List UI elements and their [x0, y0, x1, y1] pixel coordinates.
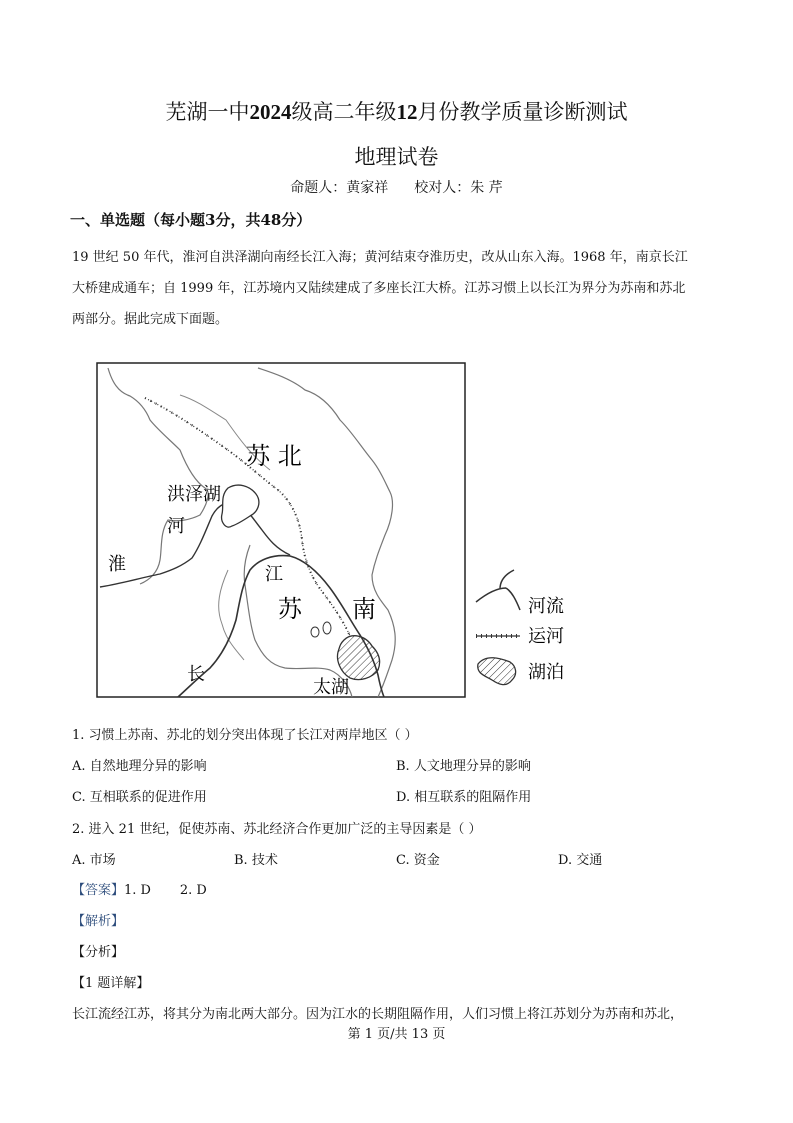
label-he: 河	[167, 516, 185, 537]
question-1-option-a: A. 自然地理分异的影响	[72, 759, 207, 774]
detail-text: 长江流经江苏，将其分为南北两大部分。因为江水的长期阻隔作用，人们习惯上将江苏划分为苏南和苏北，	[72, 1007, 684, 1022]
question-1-stem: 1. 习惯上苏南、苏北的划分突出体现了长江对两岸地区（ ）	[72, 728, 418, 743]
small-lake	[311, 627, 319, 637]
question-1-option-d: D. 相互联系的阻隔作用	[396, 790, 532, 805]
intro-line: 大桥建成通车；自 1999 年，江苏境内又陆续建成了多座长江大桥。江苏习惯上以长江为界分为苏南和苏北	[72, 281, 686, 296]
intro-line: 19 世纪 50 年代，淮河自洪泽湖向南经长江入海；黄河结束夺淮历史，改从山东入海。1968 年，南京长江	[72, 250, 688, 265]
checker-text: 校对人：朱 芹	[414, 180, 503, 196]
title-month: 12	[396, 100, 418, 124]
page-footer: 第 1 页/共 13 页	[347, 1027, 446, 1042]
legend-canal-label: 运河	[528, 626, 564, 647]
question-2-option-c: C. 资金	[396, 853, 440, 868]
answer-text: 1. D 2. D	[124, 883, 207, 898]
legend-river-icon	[476, 570, 520, 610]
label-sunan-su: 苏	[278, 595, 302, 623]
map-frame	[97, 363, 465, 697]
detail-tag: 【1 题详解】	[72, 976, 150, 991]
small-lake	[323, 622, 331, 634]
setter-text: 命题人：黄家祥	[290, 180, 389, 196]
fenxi-tag: 【分析】	[72, 945, 125, 960]
page-subtitle: 地理试卷	[354, 145, 439, 169]
analysis-tag: 【解析】	[72, 914, 125, 929]
label-sunan-nan: 南	[352, 595, 376, 623]
title-grade: 级高二年级	[291, 100, 397, 124]
label-hongzehu: 洪泽湖	[167, 484, 221, 505]
question-2-option-b: B. 技术	[234, 853, 278, 868]
title-exam: 月份教学质量诊断测试	[417, 100, 628, 124]
tai-lake	[338, 636, 380, 680]
huai-river	[100, 503, 290, 587]
section-title: 一、单选题（每小题3分，共48分）	[70, 211, 312, 229]
title-year: 2024	[249, 100, 292, 124]
label-chang: 长	[187, 664, 205, 685]
title-school: 芜湖一中	[165, 100, 250, 124]
question-2-option-d: D. 交通	[558, 853, 603, 868]
label-subei: 苏 北	[246, 442, 302, 470]
label-huai: 淮	[108, 554, 126, 575]
question-1-option-b: B. 人文地理分异的影响	[396, 759, 531, 774]
legend-river-label: 河流	[528, 596, 564, 617]
hongze-lake	[222, 485, 259, 527]
legend-lake-icon	[478, 658, 516, 685]
answer-line	[72, 879, 207, 898]
question-2-stem: 2. 进入 21 世纪，促使苏南、苏北经济合作更加广泛的主导因素是（ ）	[72, 822, 482, 837]
answer-tag: 【答案】	[72, 883, 125, 898]
question-1-option-c: C. 互相联系的促进作用	[72, 790, 207, 805]
label-taihu: 太湖	[313, 677, 349, 698]
legend-lake-label: 湖泊	[528, 662, 564, 683]
label-jiang: 江	[265, 564, 283, 585]
inner-boundary	[180, 395, 270, 660]
question-2-option-a: A. 市场	[72, 853, 116, 868]
intro-line: 两部分。据此完成下面题。	[72, 312, 229, 327]
